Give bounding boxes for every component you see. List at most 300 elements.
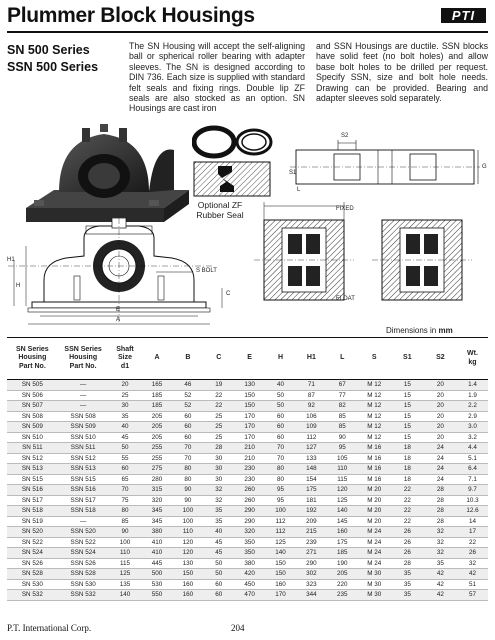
table-cell: SN 530	[7, 579, 58, 590]
table-cell: 185	[142, 401, 173, 412]
table-cell: 60	[203, 579, 234, 590]
table-cell: 40	[265, 380, 296, 391]
table-cell: 271	[296, 548, 327, 559]
table-cell: 32	[424, 537, 457, 548]
table-row	[7, 432, 488, 443]
table-cell: SN 532	[7, 590, 58, 601]
table-cell: 45	[203, 537, 234, 548]
table-cell: SSN 516	[58, 485, 109, 496]
table-cell: 550	[142, 590, 173, 601]
table-cell: 120	[327, 485, 358, 496]
table-cell: 17	[457, 527, 488, 538]
table-cell: 209	[296, 516, 327, 527]
table-cell: 130	[172, 558, 203, 569]
table-cell: SN 519	[7, 516, 58, 527]
table-cell: 20	[424, 380, 457, 391]
table-cell: 45	[108, 432, 141, 443]
table-cell: 109	[296, 422, 327, 433]
table-cell: 15	[391, 411, 424, 422]
table-row	[7, 537, 488, 548]
table-cell: 22	[391, 485, 424, 496]
table-cell: 18	[391, 474, 424, 485]
table-cell: 2.2	[457, 401, 488, 412]
column-header-line: Part No.	[18, 362, 46, 370]
table-cell: 290	[296, 558, 327, 569]
table-cell: M 30	[358, 569, 391, 580]
table-cell: M 12	[358, 380, 391, 391]
table-cell: 95	[265, 485, 296, 496]
column-header-line: H1	[306, 354, 316, 362]
table-cell: 35	[391, 569, 424, 580]
table-cell: 90	[172, 495, 203, 506]
table-cell: 150	[265, 558, 296, 569]
table-cell: 46	[172, 380, 203, 391]
table-cell: SN 526	[7, 558, 58, 569]
table-cell: 5.1	[457, 453, 488, 464]
table-cell: SN 518	[7, 506, 58, 517]
table-cell: 32	[424, 548, 457, 559]
table-cell: 25	[203, 432, 234, 443]
column-header-line: E	[247, 354, 252, 362]
table-cell: 28	[391, 558, 424, 569]
table-cell: 154	[296, 474, 327, 485]
column-header	[234, 338, 265, 380]
column-header-line: H	[277, 354, 284, 362]
table-cell: 110	[108, 548, 141, 559]
table-cell: 32	[424, 527, 457, 538]
column-header-line: S	[371, 354, 377, 362]
table-cell: 85	[108, 516, 141, 527]
table-row	[7, 443, 488, 454]
pti-logo: PTI	[441, 8, 486, 23]
title-rule	[7, 31, 488, 33]
table-cell: SN 510	[7, 432, 58, 443]
column-header-line: d1	[120, 362, 130, 370]
table-cell: 50	[203, 569, 234, 580]
table-cell: SSN 509	[58, 422, 109, 433]
table-cell: 230	[234, 464, 265, 475]
table-body	[7, 380, 488, 601]
table-cell: 60	[265, 432, 296, 443]
table-cell: 70	[265, 453, 296, 464]
table-cell: SSN 522	[58, 537, 109, 548]
table-cell: 32	[457, 558, 488, 569]
table-cell: 420	[234, 569, 265, 580]
table-cell: M 12	[358, 432, 391, 443]
table-cell: 22	[391, 506, 424, 517]
table-cell: 215	[296, 527, 327, 538]
column-header	[327, 338, 358, 380]
table-cell: 42	[424, 569, 457, 580]
column-header-line: Size	[118, 354, 133, 362]
company-name: P.T. International Corp.	[7, 623, 92, 633]
table-cell: 160	[172, 590, 203, 601]
table-cell: 35	[203, 516, 234, 527]
page-title: Plummer Block Housings	[7, 4, 255, 27]
page-number: 204	[231, 623, 245, 633]
table-cell: 10.3	[457, 495, 488, 506]
table-cell: M 12	[358, 390, 391, 401]
label-s1: S1	[289, 170, 297, 176]
series-titles	[7, 42, 98, 76]
table-cell: M 30	[358, 579, 391, 590]
label-e: E	[116, 307, 121, 313]
column-header-line: SSN Series	[64, 345, 102, 353]
table-cell: SN 517	[7, 495, 58, 506]
table-cell: SSN 512	[58, 453, 109, 464]
table-cell: 26	[391, 548, 424, 559]
table-cell: 35	[203, 506, 234, 517]
label-float: FLOAT	[336, 296, 355, 302]
table-cell: M 30	[358, 590, 391, 601]
table-cell: 150	[234, 390, 265, 401]
table-cell: 125	[108, 569, 141, 580]
table-cell: 410	[142, 537, 173, 548]
table-cell: 125	[265, 537, 296, 548]
table-cell: 30	[203, 464, 234, 475]
table-cell: 280	[142, 474, 173, 485]
table-cell: SSN 513	[58, 464, 109, 475]
table-cell: M 16	[358, 464, 391, 475]
table-cell: 210	[234, 453, 265, 464]
table-cell: 42	[457, 569, 488, 580]
table-cell: 106	[296, 411, 327, 422]
table-cell: 32	[203, 495, 234, 506]
table-cell: 75	[108, 495, 141, 506]
table-cell: 140	[108, 590, 141, 601]
table-cell: 70	[265, 443, 296, 454]
table-cell: 52	[172, 390, 203, 401]
table-cell: 205	[142, 422, 173, 433]
table-row	[7, 516, 488, 527]
table-cell: 190	[327, 558, 358, 569]
table-cell: 380	[234, 558, 265, 569]
table-cell: 205	[142, 432, 173, 443]
table-cell: 28	[424, 495, 457, 506]
table-cell: 30	[203, 474, 234, 485]
table-cell: 181	[296, 495, 327, 506]
table-cell: 145	[327, 516, 358, 527]
table-cell: 345	[142, 516, 173, 527]
table-cell: 230	[234, 474, 265, 485]
table-cell: 105	[327, 453, 358, 464]
front-view-drawing	[4, 218, 254, 333]
table-cell: 140	[265, 548, 296, 559]
column-header	[296, 338, 327, 380]
table-cell: 45	[203, 548, 234, 559]
table-cell: 82	[327, 401, 358, 412]
table-cell: 115	[327, 474, 358, 485]
table-cell: 150	[234, 401, 265, 412]
table-cell: 60	[265, 411, 296, 422]
column-header-line: L	[340, 354, 345, 362]
column-header-line: B	[185, 354, 191, 362]
table-cell: 3.2	[457, 432, 488, 443]
table-cell: M 24	[358, 558, 391, 569]
top-view-drawing	[286, 134, 486, 194]
table-row	[7, 527, 488, 538]
table-cell: M 12	[358, 401, 391, 412]
table-header-row	[7, 338, 488, 380]
table-cell: 165	[142, 380, 173, 391]
table-cell: 60	[265, 422, 296, 433]
table-cell: SSN 518	[58, 506, 109, 517]
table-cell: 22	[391, 495, 424, 506]
table-cell: 323	[296, 579, 327, 590]
column-header	[7, 338, 58, 380]
table-cell: 25	[108, 390, 141, 401]
table-row	[7, 548, 488, 559]
table-cell: 115	[108, 558, 141, 569]
table-cell: SN 509	[7, 422, 58, 433]
table-cell: 22	[203, 390, 234, 401]
table-cell: 14	[457, 516, 488, 527]
table-row	[7, 558, 488, 569]
label-a: A	[116, 317, 121, 323]
table-cell: M 20	[358, 516, 391, 527]
table-cell: 15	[391, 390, 424, 401]
seal-rings-illustration	[192, 118, 292, 163]
table-cell: 120	[172, 548, 203, 559]
table-cell: SN 507	[7, 401, 58, 412]
table-cell: 60	[172, 432, 203, 443]
table-cell: SSN 508	[58, 411, 109, 422]
table-cell: SSN 532	[58, 590, 109, 601]
table-cell: M 16	[358, 474, 391, 485]
table-cell: 51	[457, 579, 488, 590]
label-sbolt: S BOLT	[196, 268, 217, 274]
table-cell: 20	[424, 411, 457, 422]
description-col1: The SN Housing will accept the self-aligning ball or spherical roller bearing with adapter sleeves. The SN is designed according to DIN 736. Each size is supplied with standard felt seals and fixing rings. Double lip ZF seals are also stocked as an option. SN Housings are cast iron	[129, 41, 305, 114]
table-row	[7, 464, 488, 475]
table-cell: 170	[234, 411, 265, 422]
table-cell: 18	[391, 443, 424, 454]
table-cell: SN 520	[7, 527, 58, 538]
table-cell: 28	[424, 485, 457, 496]
table-cell: 112	[296, 432, 327, 443]
table-cell: 120	[172, 537, 203, 548]
table-cell: 60	[172, 422, 203, 433]
table-cell: 60	[203, 590, 234, 601]
table-cell: 380	[142, 527, 173, 538]
table-cell: 350	[234, 537, 265, 548]
table-cell: 255	[142, 443, 173, 454]
table-cell: 40	[108, 422, 141, 433]
table-cell: SN 508	[7, 411, 58, 422]
table-cell: 80	[265, 474, 296, 485]
table-cell: 239	[296, 537, 327, 548]
table-cell: SSN 530	[58, 579, 109, 590]
label-s2: S2	[341, 133, 349, 139]
table-cell: SN 515	[7, 474, 58, 485]
column-header	[424, 338, 457, 380]
table-cell: M 12	[358, 422, 391, 433]
table-cell: 170	[265, 590, 296, 601]
table-cell: 175	[327, 537, 358, 548]
table-cell: 100	[108, 537, 141, 548]
dimensions-note: Dimensions in mm	[386, 326, 453, 335]
table-cell: SSN 511	[58, 443, 109, 454]
table-cell: 275	[142, 464, 173, 475]
table-cell: 4.4	[457, 443, 488, 454]
table-cell: 445	[142, 558, 173, 569]
table-cell: 50	[265, 401, 296, 412]
table-cell: 205	[142, 411, 173, 422]
table-cell: 70	[108, 485, 141, 496]
table-cell: 35	[424, 558, 457, 569]
table-cell: —	[58, 390, 109, 401]
table-cell: 92	[296, 401, 327, 412]
table-cell: 50	[265, 390, 296, 401]
table-cell: 210	[234, 443, 265, 454]
column-header	[265, 338, 296, 380]
column-header-line: kg	[468, 358, 477, 366]
table-cell: 205	[327, 569, 358, 580]
table-cell: 52	[172, 401, 203, 412]
table-cell: M 20	[358, 485, 391, 496]
table-cell: 65	[108, 474, 141, 485]
table-cell: 148	[296, 464, 327, 475]
table-cell: 35	[391, 579, 424, 590]
table-cell: 80	[172, 464, 203, 475]
table-cell: SN 513	[7, 464, 58, 475]
table-cell: 140	[327, 506, 358, 517]
table-cell: 85	[327, 422, 358, 433]
column-header-line: A	[154, 354, 160, 362]
table-cell: 290	[234, 506, 265, 517]
label-h1: H1	[7, 257, 15, 263]
table-cell: 160	[265, 579, 296, 590]
table-cell: 160	[172, 579, 203, 590]
zf-seal-section	[192, 160, 272, 198]
table-cell: 20	[424, 390, 457, 401]
table-cell: 35	[108, 411, 141, 422]
column-header	[457, 338, 488, 380]
table-cell: 30	[108, 401, 141, 412]
table-cell: 320	[234, 527, 265, 538]
table-cell: 15	[391, 432, 424, 443]
table-cell: 22	[457, 537, 488, 548]
table-row	[7, 590, 488, 601]
table-cell: 110	[172, 527, 203, 538]
table-cell: 320	[142, 495, 173, 506]
table-cell: 42	[424, 590, 457, 601]
table-cell: 18	[391, 464, 424, 475]
table-cell: 530	[142, 579, 173, 590]
table-row	[7, 579, 488, 590]
table-row	[7, 485, 488, 496]
table-cell: 20	[424, 432, 457, 443]
table-row	[7, 569, 488, 580]
table-cell: 30	[203, 453, 234, 464]
table-cell: 150	[172, 569, 203, 580]
table-cell: 26	[391, 537, 424, 548]
table-cell: SSN 528	[58, 569, 109, 580]
table-cell: 260	[234, 485, 265, 496]
table-cell: 150	[265, 569, 296, 580]
column-header-line: Housing	[69, 354, 98, 362]
table-cell: M 16	[358, 443, 391, 454]
table-cell: 24	[424, 474, 457, 485]
column-header-line: S1	[403, 354, 412, 362]
table-cell: 110	[327, 464, 358, 475]
table-cell: 26	[457, 548, 488, 559]
table-cell: 160	[327, 527, 358, 538]
label-g: G	[482, 164, 487, 170]
table-cell: 100	[172, 516, 203, 527]
table-cell: 24	[424, 443, 457, 454]
table-cell: 345	[142, 506, 173, 517]
column-header-line: S2	[436, 354, 445, 362]
table-cell: M 20	[358, 506, 391, 517]
specifications-table	[7, 337, 488, 601]
table-cell: 90	[327, 432, 358, 443]
table-cell: 24	[424, 464, 457, 475]
table-row	[7, 390, 488, 401]
table-cell: SSN 524	[58, 548, 109, 559]
table-cell: 3.0	[457, 422, 488, 433]
table-cell: 28	[424, 506, 457, 517]
table-cell: 1.9	[457, 390, 488, 401]
table-cell: SN 516	[7, 485, 58, 496]
table-cell: 170	[234, 432, 265, 443]
table-cell: —	[58, 401, 109, 412]
table-cell: 290	[234, 516, 265, 527]
column-header-line: Shaft	[116, 345, 134, 353]
table-cell: 95	[265, 495, 296, 506]
table-cell: 315	[142, 485, 173, 496]
table-cell: 22	[391, 516, 424, 527]
column-header-line: C	[216, 354, 222, 362]
table-cell: 12.6	[457, 506, 488, 517]
table-cell: 235	[327, 590, 358, 601]
table-cell: 70	[172, 453, 203, 464]
table-cell: 470	[234, 590, 265, 601]
table-cell: SSN 515	[58, 474, 109, 485]
table-cell: 175	[296, 485, 327, 496]
table-cell: SN 528	[7, 569, 58, 580]
table-cell: 28	[424, 516, 457, 527]
label-fixed: FIXED	[336, 206, 354, 212]
table-cell: 112	[265, 516, 296, 527]
table-cell: 20	[424, 401, 457, 412]
table-cell: SSN 526	[58, 558, 109, 569]
table-cell: 302	[296, 569, 327, 580]
column-header	[108, 338, 141, 380]
table-cell: 170	[234, 422, 265, 433]
label-c: C	[226, 291, 231, 297]
table-cell: SN 522	[7, 537, 58, 548]
table-cell: 95	[327, 443, 358, 454]
column-header	[203, 338, 234, 380]
table-cell: 7.1	[457, 474, 488, 485]
table-cell: 15	[391, 380, 424, 391]
series-ssn: SSN 500 Series	[7, 60, 99, 74]
table-cell: 90	[172, 485, 203, 496]
table-cell: 2.9	[457, 411, 488, 422]
table-cell: 9.7	[457, 485, 488, 496]
table-row	[7, 474, 488, 485]
table-row	[7, 506, 488, 517]
table-row	[7, 453, 488, 464]
label-h: H	[16, 283, 21, 289]
table-cell: 127	[296, 443, 327, 454]
column-header	[358, 338, 391, 380]
side-section-drawing	[254, 196, 486, 306]
table-cell: 25	[203, 422, 234, 433]
table-cell: SSN 517	[58, 495, 109, 506]
table-cell: 50	[203, 558, 234, 569]
